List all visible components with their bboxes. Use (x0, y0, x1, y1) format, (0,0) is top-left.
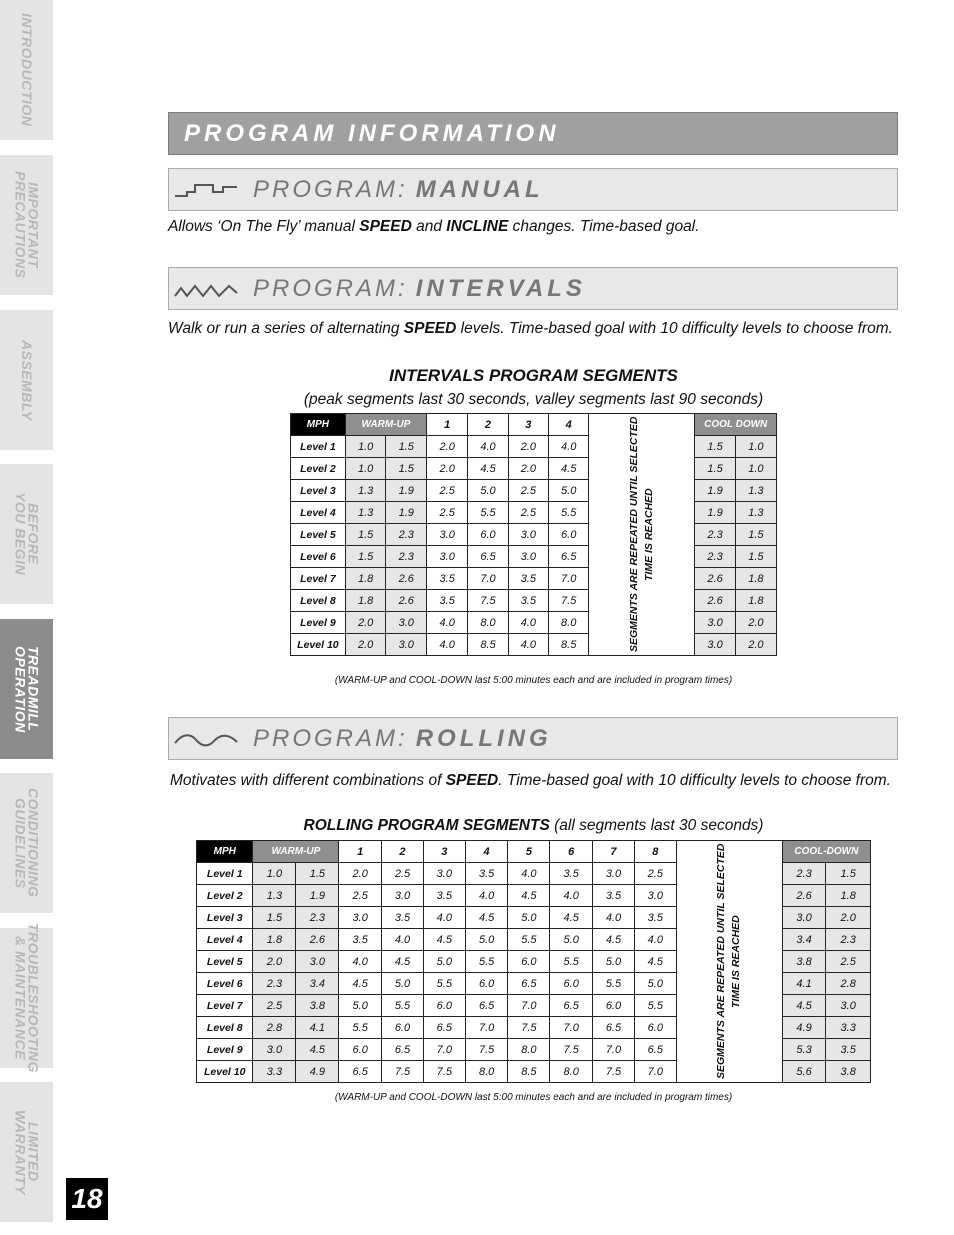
segment-cell: 4.0 (423, 907, 465, 929)
program-name: INTERVALS (415, 274, 586, 302)
rolling-table (196, 840, 871, 1083)
side-tab-introduction[interactable] (0, 0, 53, 140)
header-segment: 4 (549, 414, 589, 436)
level-label: Level 9 (197, 1039, 253, 1061)
rolling-footnote: (WARM-UP and COOL-DOWN last 5:00 minutes each and are included in program times) (334, 1092, 733, 1103)
segment-cell: 4.5 (468, 458, 508, 480)
segment-cell: 6.0 (339, 1039, 382, 1061)
cooldown-cell: 2.3 (695, 546, 735, 568)
segment-cell: 3.0 (634, 885, 676, 907)
warmup-cell: 3.0 (296, 951, 339, 973)
warmup-cell: 2.0 (345, 634, 386, 656)
segment-cell: 2.5 (382, 863, 424, 885)
level-label: Level 9 (291, 612, 346, 634)
warmup-cell: 2.3 (386, 546, 427, 568)
header-segment: 2 (468, 414, 508, 436)
warmup-cell: 1.5 (345, 546, 386, 568)
segment-cell: 3.5 (508, 590, 548, 612)
segment-cell: 4.0 (465, 885, 508, 907)
warmup-cell: 1.8 (253, 929, 296, 951)
repeat-note: SEGMENTS ARE REPEATED UNTIL SELECTED TIME IS REACHED (627, 416, 655, 653)
level-label: Level 6 (291, 546, 346, 568)
level-label: Level 10 (291, 634, 346, 656)
segment-cell: 7.5 (423, 1061, 465, 1083)
warmup-cell: 1.3 (253, 885, 296, 907)
level-label: Level 1 (197, 863, 253, 885)
warmup-cell: 2.3 (253, 973, 296, 995)
segment-cell: 8.0 (549, 612, 589, 634)
segment-cell: 3.5 (427, 590, 468, 612)
cooldown-cell: 2.6 (782, 885, 826, 907)
warmup-cell: 3.0 (386, 634, 427, 656)
page-number: 18 (66, 1178, 108, 1220)
level-label: Level 2 (291, 458, 346, 480)
segment-cell: 4.5 (508, 885, 550, 907)
segment-cell: 7.5 (593, 1061, 635, 1083)
cooldown-cell: 1.8 (735, 568, 776, 590)
segment-cell: 4.0 (508, 634, 548, 656)
section-banner (168, 112, 898, 155)
level-label: Level 3 (291, 480, 346, 502)
side-tab-label: LIMITED WARRANTY (12, 1109, 42, 1195)
cooldown-cell: 2.0 (735, 634, 776, 656)
header-row (197, 841, 871, 863)
warmup-cell: 1.5 (345, 524, 386, 546)
segment-cell: 4.0 (468, 436, 508, 458)
table-row (291, 436, 777, 458)
intervals-description: Walk or run a series of alternating SPEED levels. Time-based goal with 10 difficulty levels to choose from. (168, 320, 893, 337)
cooldown-cell: 3.0 (826, 995, 871, 1017)
warmup-cell: 2.3 (386, 524, 427, 546)
cooldown-cell: 2.8 (826, 973, 871, 995)
repeat-note: SEGMENTS ARE REPEATED UNTIL SELECTED TIME IS REACHED (715, 843, 743, 1080)
segment-cell: 7.0 (550, 1017, 593, 1039)
segment-cell: 4.0 (427, 612, 468, 634)
cooldown-cell: 1.3 (735, 480, 776, 502)
side-tab-label: CONDITIONING GUIDELINES (12, 788, 42, 898)
segment-cell: 4.0 (508, 863, 550, 885)
side-tab-label: BEFORE YOU BEGIN (12, 492, 42, 576)
cooldown-cell: 2.0 (826, 907, 871, 929)
level-label: Level 4 (197, 929, 253, 951)
segment-cell: 2.0 (339, 863, 382, 885)
side-tab-assembly[interactable] (0, 310, 53, 450)
warmup-cell: 3.0 (386, 612, 427, 634)
segment-cell: 2.5 (634, 863, 676, 885)
cooldown-cell: 1.9 (695, 480, 735, 502)
segment-cell: 7.0 (465, 1017, 508, 1039)
cooldown-cell: 3.0 (695, 612, 735, 634)
header-row (291, 414, 777, 436)
segment-cell: 4.5 (339, 973, 382, 995)
segment-cell: 3.5 (593, 885, 635, 907)
header-segment: 1 (427, 414, 468, 436)
header-segment: 1 (339, 841, 382, 863)
segment-cell: 4.0 (549, 436, 589, 458)
segment-cell: 5.5 (382, 995, 424, 1017)
cooldown-cell: 2.6 (695, 590, 735, 612)
segment-cell: 5.5 (593, 973, 635, 995)
program-prefix: PROGRAM: (253, 274, 408, 302)
segment-cell: 6.0 (423, 995, 465, 1017)
segment-cell: 5.0 (634, 973, 676, 995)
segment-cell: 6.0 (593, 995, 635, 1017)
segment-cell: 5.5 (465, 951, 508, 973)
side-tab-label: TROUBLESHOOTING & MAINTENANCE (12, 923, 42, 1073)
segment-cell: 4.0 (550, 885, 593, 907)
cooldown-cell: 1.5 (735, 546, 776, 568)
segment-cell: 8.5 (508, 1061, 550, 1083)
rolling-table-title: ROLLING PROGRAM SEGMENTS (303, 817, 550, 834)
cooldown-cell: 3.8 (782, 951, 826, 973)
side-tab-troubleshooting[interactable] (0, 923, 53, 1073)
segment-cell: 4.5 (593, 929, 635, 951)
cooldown-cell: 1.5 (735, 524, 776, 546)
intervals-table-title: INTERVALS PROGRAM SEGMENTS (389, 366, 678, 385)
level-label: Level 7 (197, 995, 253, 1017)
level-label: Level 3 (197, 907, 253, 929)
table-row (291, 458, 777, 480)
table-row (291, 480, 777, 502)
segment-cell: 5.0 (423, 951, 465, 973)
level-label: Level 4 (291, 502, 346, 524)
warmup-cell: 2.0 (345, 612, 386, 634)
segment-cell: 4.5 (382, 951, 424, 973)
repeat-note-cell (589, 414, 695, 656)
segment-cell: 3.0 (427, 546, 468, 568)
segment-cell: 6.5 (508, 973, 550, 995)
side-tab-label: INTRODUCTION (19, 13, 35, 127)
intervals-footnote: (WARM-UP and COOL-DOWN last 5:00 minutes each and are included in program times) (334, 675, 733, 686)
segment-cell: 7.0 (508, 995, 550, 1017)
segment-cell: 5.0 (382, 973, 424, 995)
segment-cell: 6.0 (550, 973, 593, 995)
warmup-cell: 2.0 (253, 951, 296, 973)
segment-cell: 4.5 (423, 929, 465, 951)
segment-cell: 7.0 (423, 1039, 465, 1061)
warmup-cell: 2.5 (253, 995, 296, 1017)
segment-cell: 7.5 (465, 1039, 508, 1061)
level-label: Level 5 (291, 524, 346, 546)
segment-cell: 3.5 (382, 907, 424, 929)
segment-cell: 5.5 (550, 951, 593, 973)
segment-cell: 8.5 (468, 634, 508, 656)
rolling-table-subtitle: (all segments last 30 seconds) (554, 817, 764, 834)
header-segment: 3 (423, 841, 465, 863)
segment-cell: 6.5 (593, 1017, 635, 1039)
warmup-cell: 4.5 (296, 1039, 339, 1061)
program-rolling-header (168, 717, 898, 760)
manual-profile-icon (173, 177, 239, 203)
program-name: MANUAL (415, 175, 544, 203)
table-row (291, 502, 777, 524)
segment-cell: 6.0 (508, 951, 550, 973)
segment-cell: 8.5 (549, 634, 589, 656)
rolling-table-title-line (196, 817, 871, 835)
segment-cell: 3.0 (427, 524, 468, 546)
warmup-cell: 1.8 (345, 568, 386, 590)
cooldown-cell: 1.5 (695, 436, 735, 458)
table-row (291, 634, 777, 656)
warmup-cell: 1.0 (345, 436, 386, 458)
level-label: Level 8 (291, 590, 346, 612)
segment-cell: 3.0 (423, 863, 465, 885)
warmup-cell: 4.1 (296, 1017, 339, 1039)
side-tab-label: IMPORTANT PRECAUTIONS (12, 171, 42, 279)
cooldown-cell: 1.0 (735, 458, 776, 480)
warmup-cell: 1.0 (345, 458, 386, 480)
segment-cell: 5.0 (550, 929, 593, 951)
segment-cell: 6.0 (549, 524, 589, 546)
cooldown-cell: 2.3 (826, 929, 871, 951)
warmup-cell: 3.8 (296, 995, 339, 1017)
segment-cell: 4.5 (465, 907, 508, 929)
cooldown-cell: 2.0 (735, 612, 776, 634)
warmup-cell: 1.9 (296, 885, 339, 907)
program-name: ROLLING (415, 724, 552, 752)
segment-cell: 7.5 (382, 1061, 424, 1083)
level-label: Level 5 (197, 951, 253, 973)
segment-cell: 7.0 (549, 568, 589, 590)
level-label: Level 2 (197, 885, 253, 907)
cooldown-cell: 4.5 (782, 995, 826, 1017)
segment-cell: 3.5 (339, 929, 382, 951)
intervals-table (290, 413, 777, 656)
repeat-note-cell (676, 841, 782, 1083)
cooldown-cell: 1.3 (735, 502, 776, 524)
segment-cell: 5.5 (423, 973, 465, 995)
cooldown-cell: 3.5 (826, 1039, 871, 1061)
intervals-profile-icon (173, 276, 239, 302)
header-segment: 5 (508, 841, 550, 863)
segment-cell: 8.0 (468, 612, 508, 634)
segment-cell: 6.0 (382, 1017, 424, 1039)
level-label: Level 6 (197, 973, 253, 995)
warmup-cell: 1.9 (386, 480, 427, 502)
table-row (291, 524, 777, 546)
segment-cell: 4.0 (634, 929, 676, 951)
segment-cell: 6.5 (339, 1061, 382, 1083)
segment-cell: 4.5 (549, 458, 589, 480)
program-prefix: PROGRAM: (253, 724, 408, 752)
cooldown-cell: 5.6 (782, 1061, 826, 1083)
cooldown-cell: 2.3 (782, 863, 826, 885)
segment-cell: 5.5 (634, 995, 676, 1017)
level-label: Level 7 (291, 568, 346, 590)
warmup-cell: 1.5 (296, 863, 339, 885)
cooldown-cell: 1.5 (826, 863, 871, 885)
header-segment: 2 (382, 841, 424, 863)
segment-cell: 7.5 (468, 590, 508, 612)
segment-cell: 5.0 (508, 907, 550, 929)
cooldown-cell: 5.3 (782, 1039, 826, 1061)
manual-description: Allows ‘On The Fly’ manual SPEED and INCLINE changes. Time-based goal. (168, 218, 700, 235)
segment-cell: 2.5 (508, 502, 548, 524)
side-tab-before-you-begin[interactable] (0, 464, 53, 604)
warmup-cell: 4.9 (296, 1061, 339, 1083)
segment-cell: 4.5 (550, 907, 593, 929)
segment-cell: 3.0 (382, 885, 424, 907)
cooldown-cell: 1.5 (695, 458, 735, 480)
side-tab-label: ASSEMBLY (19, 339, 35, 421)
segment-cell: 6.0 (468, 524, 508, 546)
cooldown-cell: 1.8 (826, 885, 871, 907)
segment-cell: 2.5 (427, 502, 468, 524)
segment-cell: 7.5 (508, 1017, 550, 1039)
side-tab-limited-warranty[interactable] (0, 1082, 53, 1222)
header-warmup: WARM-UP (345, 414, 426, 436)
segment-cell: 4.5 (634, 951, 676, 973)
header-segment: 4 (465, 841, 508, 863)
segment-cell: 3.5 (550, 863, 593, 885)
header-warmup: WARM-UP (253, 841, 339, 863)
program-manual-header (168, 168, 898, 211)
banner-title: PROGRAM INFORMATION (184, 119, 560, 147)
cooldown-cell: 3.3 (826, 1017, 871, 1039)
segment-cell: 2.0 (508, 458, 548, 480)
segment-cell: 6.5 (382, 1039, 424, 1061)
side-tab-important-precautions[interactable] (0, 155, 53, 295)
segment-cell: 3.5 (423, 885, 465, 907)
warmup-cell: 1.9 (386, 502, 427, 524)
warmup-cell: 1.3 (345, 480, 386, 502)
cooldown-cell: 3.4 (782, 929, 826, 951)
segment-cell: 3.5 (634, 907, 676, 929)
program-prefix: PROGRAM: (253, 175, 408, 203)
header-segment: 7 (593, 841, 635, 863)
segment-cell: 6.5 (468, 546, 508, 568)
rolling-description: Motivates with different combinations of SPEED. Time-based goal with 10 difficulty levels to choose from. (170, 772, 891, 789)
cooldown-cell: 2.6 (695, 568, 735, 590)
segment-cell: 3.5 (427, 568, 468, 590)
cooldown-cell: 3.8 (826, 1061, 871, 1083)
level-label: Level 8 (197, 1017, 253, 1039)
segment-cell: 5.0 (465, 929, 508, 951)
warmup-cell: 2.6 (386, 590, 427, 612)
level-label: Level 10 (197, 1061, 253, 1083)
segment-cell: 6.5 (550, 995, 593, 1017)
segment-cell: 7.5 (550, 1039, 593, 1061)
segment-cell: 6.5 (634, 1039, 676, 1061)
segment-cell: 3.5 (465, 863, 508, 885)
segment-cell: 5.0 (339, 995, 382, 1017)
intervals-table-subtitle: (peak segments last 30 seconds, valley segments last 90 seconds) (303, 391, 764, 408)
segment-cell: 2.5 (427, 480, 468, 502)
cooldown-cell: 1.8 (735, 590, 776, 612)
warmup-cell: 1.5 (386, 436, 427, 458)
segment-cell: 3.0 (508, 546, 548, 568)
segment-cell: 5.0 (549, 480, 589, 502)
segment-cell: 5.0 (468, 480, 508, 502)
segment-cell: 5.0 (593, 951, 635, 973)
segment-cell: 5.5 (468, 502, 508, 524)
cooldown-cell: 1.9 (695, 502, 735, 524)
segment-cell: 4.0 (508, 612, 548, 634)
segment-cell: 7.0 (468, 568, 508, 590)
segment-cell: 7.0 (634, 1061, 676, 1083)
header-cooldown: COOL DOWN (695, 414, 777, 436)
cooldown-cell: 3.0 (695, 634, 735, 656)
rolling-profile-icon (173, 726, 239, 752)
segment-cell: 6.5 (465, 995, 508, 1017)
segment-cell: 6.5 (423, 1017, 465, 1039)
warmup-cell: 2.3 (296, 907, 339, 929)
cooldown-cell: 3.0 (782, 907, 826, 929)
segment-cell: 7.0 (593, 1039, 635, 1061)
segment-cell: 4.0 (382, 929, 424, 951)
cooldown-cell: 2.5 (826, 951, 871, 973)
segment-cell: 3.0 (339, 907, 382, 929)
cooldown-cell: 1.0 (735, 436, 776, 458)
segment-cell: 8.0 (550, 1061, 593, 1083)
segment-cell: 6.5 (549, 546, 589, 568)
cooldown-cell: 2.3 (695, 524, 735, 546)
header-mph: MPH (291, 414, 346, 436)
cooldown-cell: 4.9 (782, 1017, 826, 1039)
warmup-cell: 1.5 (253, 907, 296, 929)
segment-cell: 6.0 (634, 1017, 676, 1039)
warmup-cell: 2.6 (386, 568, 427, 590)
header-cooldown: COOL-DOWN (782, 841, 870, 863)
level-label: Level 1 (291, 436, 346, 458)
segment-cell: 5.5 (549, 502, 589, 524)
segment-cell: 3.5 (508, 568, 548, 590)
header-segment: 6 (550, 841, 593, 863)
table-row (291, 568, 777, 590)
warmup-cell: 3.0 (253, 1039, 296, 1061)
segment-cell: 4.0 (593, 907, 635, 929)
segment-cell: 8.0 (465, 1061, 508, 1083)
warmup-cell: 2.6 (296, 929, 339, 951)
table-row (291, 546, 777, 568)
segment-cell: 5.5 (339, 1017, 382, 1039)
segment-cell: 6.0 (465, 973, 508, 995)
warmup-cell: 1.0 (253, 863, 296, 885)
table-row (291, 590, 777, 612)
side-tab-treadmill-operation[interactable] (0, 619, 53, 759)
warmup-cell: 3.3 (253, 1061, 296, 1083)
segment-cell: 8.0 (508, 1039, 550, 1061)
segment-cell: 2.5 (508, 480, 548, 502)
segment-cell: 4.0 (427, 634, 468, 656)
header-segment: 3 (508, 414, 548, 436)
segment-cell: 7.5 (549, 590, 589, 612)
warmup-cell: 1.5 (386, 458, 427, 480)
segment-cell: 2.0 (427, 436, 468, 458)
header-segment: 8 (634, 841, 676, 863)
warmup-cell: 1.8 (345, 590, 386, 612)
segment-cell: 2.0 (427, 458, 468, 480)
segment-cell: 3.0 (508, 524, 548, 546)
side-tab-label: TREADMILL OPERATION (12, 645, 42, 733)
table-row (291, 612, 777, 634)
warmup-cell: 1.3 (345, 502, 386, 524)
program-intervals-header (168, 267, 898, 310)
warmup-cell: 2.8 (253, 1017, 296, 1039)
segment-cell: 5.5 (508, 929, 550, 951)
header-mph: MPH (197, 841, 253, 863)
segment-cell: 3.0 (593, 863, 635, 885)
segment-cell: 2.5 (339, 885, 382, 907)
cooldown-cell: 4.1 (782, 973, 826, 995)
segment-cell: 2.0 (508, 436, 548, 458)
side-tab-conditioning-guidelines[interactable] (0, 773, 53, 913)
warmup-cell: 3.4 (296, 973, 339, 995)
segment-cell: 4.0 (339, 951, 382, 973)
